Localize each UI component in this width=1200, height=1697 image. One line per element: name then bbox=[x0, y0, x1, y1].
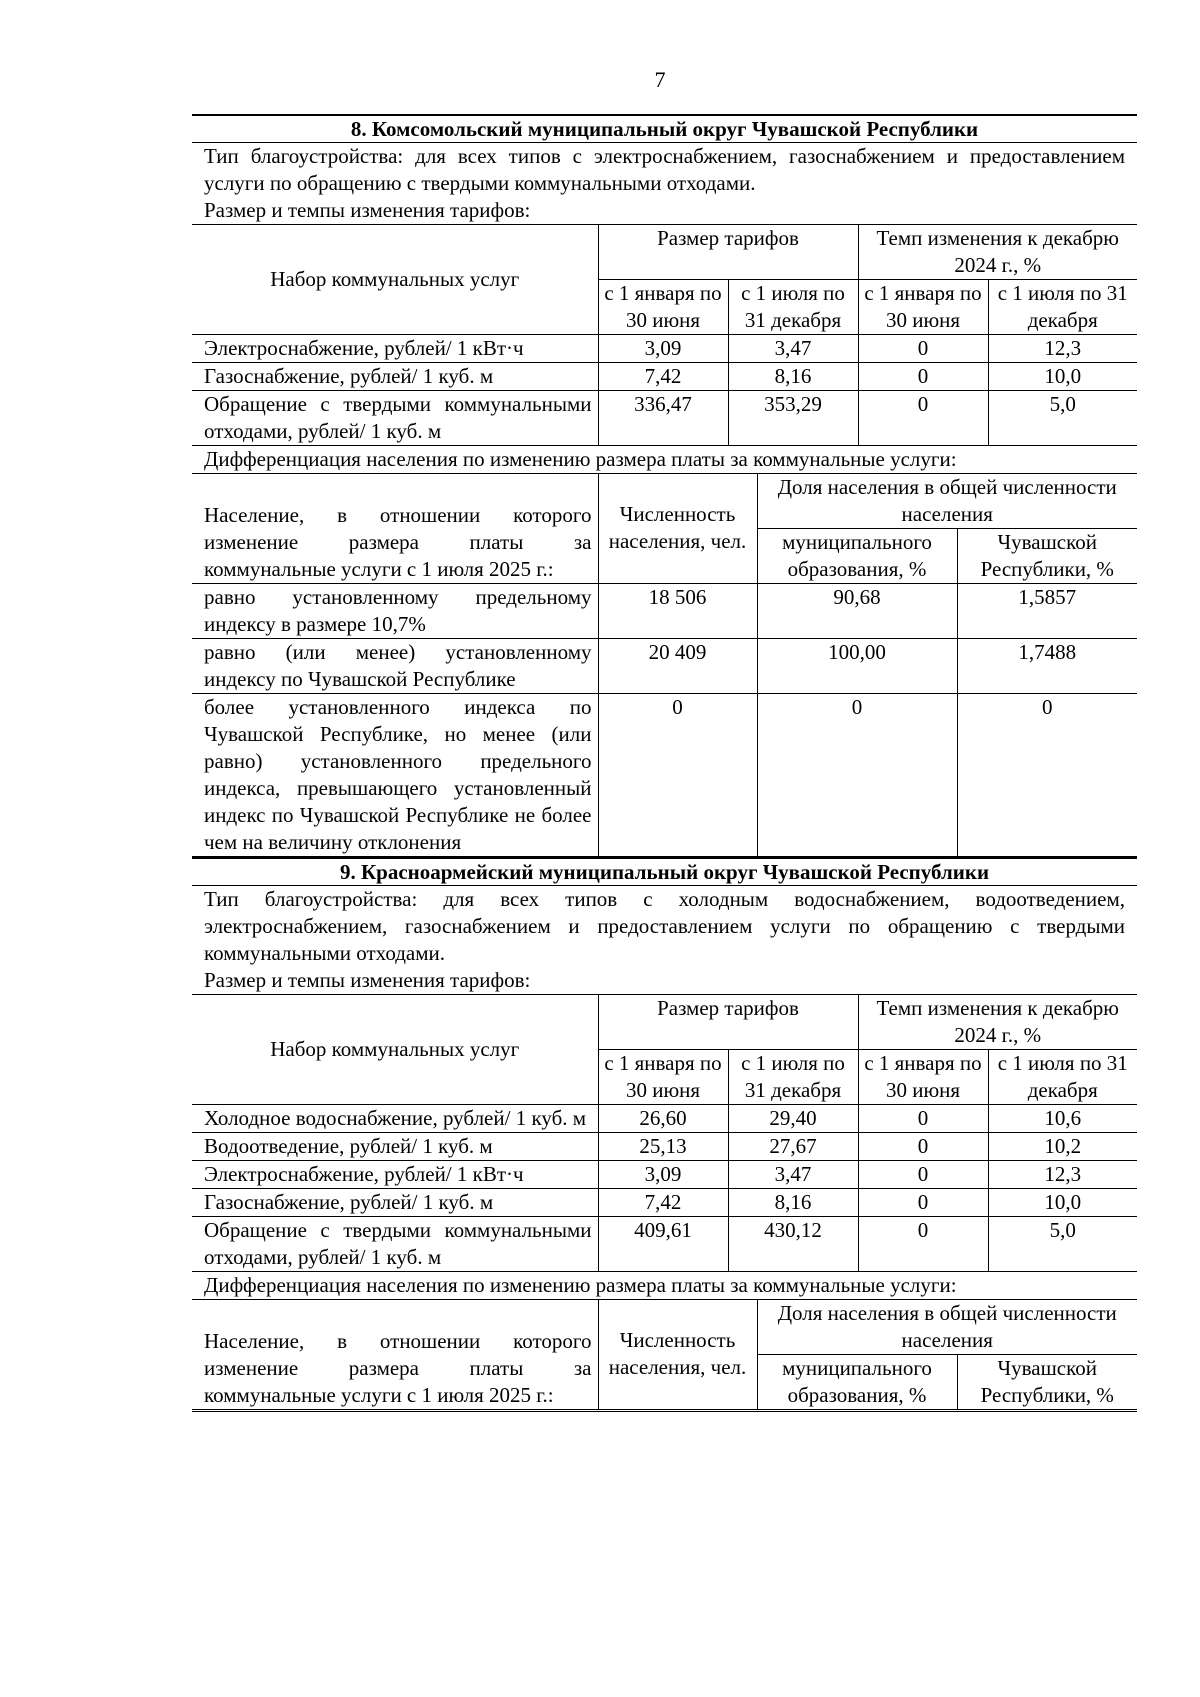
section-heading: 9. Красноармейский муниципальный округ Чувашской Республики bbox=[192, 857, 1137, 886]
tariff-value: 8,16 bbox=[728, 1189, 858, 1217]
table-row bbox=[192, 1161, 1137, 1189]
rate-value: 0 bbox=[858, 1161, 988, 1189]
header-population: Население, в отношении которого изменение размера платы за коммунальные услуги с 1 июля 2025 г.: bbox=[192, 1300, 598, 1411]
service-name: Газоснабжение, рублей/ 1 куб. м bbox=[192, 363, 598, 391]
tariff-value: 7,42 bbox=[598, 1189, 728, 1217]
header-period: с 1 января по 30 июня bbox=[858, 1050, 988, 1105]
tariff-value: 353,29 bbox=[728, 391, 858, 446]
tariff-table bbox=[192, 224, 1137, 446]
header-period: с 1 января по 30 июня bbox=[598, 280, 728, 335]
municipal-share: 90,68 bbox=[757, 584, 957, 639]
header-services: Набор коммунальных услуг bbox=[192, 995, 598, 1105]
header-population-count: Численность населения, чел. bbox=[598, 474, 757, 584]
tariff-value: 3,09 bbox=[598, 1161, 728, 1189]
header-period: с 1 июля по 31 декабря bbox=[728, 1050, 858, 1105]
population-group: равно (или менее) установленному индексу по Чувашской Республике bbox=[192, 639, 598, 694]
header-period: с 1 июля по 31 декабря bbox=[988, 1050, 1137, 1105]
improvement-type-text: Тип благоустройства: для всех типов с электроснабжением, газоснабжением и предоставлением услуги по обращению с твердыми коммунальными отходами. bbox=[204, 144, 1125, 195]
rate-value: 0 bbox=[858, 1217, 988, 1272]
header-population-count: Численность населения, чел. bbox=[598, 1300, 757, 1411]
table-row bbox=[192, 1105, 1137, 1133]
population-count: 20 409 bbox=[598, 639, 757, 694]
improvement-type-text: Тип благоустройства: для всех типов с холодным водоснабжением, водоотведением, электроснабжением, газоснабжением и предоставлением услуги по обращению с твердыми коммунальными отходами. bbox=[204, 887, 1125, 965]
rate-value: 0 bbox=[858, 1105, 988, 1133]
republic-share: 0 bbox=[957, 694, 1137, 857]
document-body bbox=[192, 114, 1137, 1412]
tariff-value: 8,16 bbox=[728, 363, 858, 391]
header-period: с 1 июля по 31 декабря bbox=[988, 280, 1137, 335]
tariff-value: 7,42 bbox=[598, 363, 728, 391]
population-count: 18 506 bbox=[598, 584, 757, 639]
header-tariff-size: Размер тарифов bbox=[598, 225, 858, 280]
tariff-table bbox=[192, 994, 1137, 1272]
rate-value: 0 bbox=[858, 363, 988, 391]
header-municipal-share: муниципального образования, % bbox=[757, 1355, 957, 1411]
table-row bbox=[192, 1133, 1137, 1161]
service-name: Обращение с твердыми коммунальными отходами, рублей/ 1 куб. м bbox=[192, 391, 598, 446]
section-heading: 8. Комсомольский муниципальный округ Чувашской Республики bbox=[192, 114, 1137, 143]
municipal-share: 0 bbox=[757, 694, 957, 857]
header-period: с 1 января по 30 июня bbox=[598, 1050, 728, 1105]
service-name: Электроснабжение, рублей/ 1 кВт·ч bbox=[192, 335, 598, 363]
header-population: Население, в отношении которого изменение размера платы за коммунальные услуги с 1 июля 2025 г.: bbox=[192, 474, 598, 584]
table-row bbox=[192, 363, 1137, 391]
tariff-value: 26,60 bbox=[598, 1105, 728, 1133]
rate-value: 5,0 bbox=[988, 391, 1137, 446]
header-republic-share: Чувашской Республики, % bbox=[957, 529, 1137, 584]
republic-share: 1,7488 bbox=[957, 639, 1137, 694]
tariff-value: 409,61 bbox=[598, 1217, 728, 1272]
tariff-value: 27,67 bbox=[728, 1133, 858, 1161]
population-group: равно установленному предельному индексу в размере 10,7% bbox=[192, 584, 598, 639]
tariff-value: 336,47 bbox=[598, 391, 728, 446]
table-row bbox=[192, 694, 1137, 857]
population-group: более установленного индекса по Чувашской Республике, но менее (или равно) установленного предельного индекса, превышающего установленный индекс по Чувашской Республике не более чем на величину отклонения bbox=[192, 694, 598, 857]
service-name: Водоотведение, рублей/ 1 куб. м bbox=[192, 1133, 598, 1161]
differentiation-table bbox=[192, 473, 1137, 857]
table-row bbox=[192, 584, 1137, 639]
table-row bbox=[192, 391, 1137, 446]
rate-value: 10,0 bbox=[988, 1189, 1137, 1217]
tariff-value: 430,12 bbox=[728, 1217, 858, 1272]
table-row bbox=[192, 1217, 1137, 1272]
tariff-value: 3,47 bbox=[728, 335, 858, 363]
republic-share: 1,5857 bbox=[957, 584, 1137, 639]
rate-value: 5,0 bbox=[988, 1217, 1137, 1272]
header-change-rate: Темп изменения к декабрю 2024 г., % bbox=[858, 225, 1137, 280]
population-count: 0 bbox=[598, 694, 757, 857]
table-row bbox=[192, 1189, 1137, 1217]
rate-value: 12,3 bbox=[988, 335, 1137, 363]
rate-value: 12,3 bbox=[988, 1161, 1137, 1189]
table-row bbox=[192, 335, 1137, 363]
table-row bbox=[192, 639, 1137, 694]
rate-value: 10,0 bbox=[988, 363, 1137, 391]
differentiation-table bbox=[192, 1299, 1137, 1412]
tariff-table-label: Размер и темпы изменения тарифов: bbox=[204, 968, 531, 992]
differentiation-label: Дифференциация населения по изменению размера платы за коммунальные услуги: bbox=[204, 1273, 957, 1297]
tariff-value: 3,09 bbox=[598, 335, 728, 363]
rate-value: 0 bbox=[858, 1133, 988, 1161]
header-municipal-share: муниципального образования, % bbox=[757, 529, 957, 584]
header-tariff-size: Размер тарифов bbox=[598, 995, 858, 1050]
tariff-value: 29,40 bbox=[728, 1105, 858, 1133]
service-name: Холодное водоснабжение, рублей/ 1 куб. м bbox=[192, 1105, 598, 1133]
rate-value: 0 bbox=[858, 335, 988, 363]
rate-value: 0 bbox=[858, 1189, 988, 1217]
differentiation-label: Дифференциация населения по изменению размера платы за коммунальные услуги: bbox=[204, 447, 957, 471]
header-population-share: Доля населения в общей численности населения bbox=[757, 1300, 1137, 1355]
page-number: 7 bbox=[654, 67, 666, 92]
rate-value: 10,6 bbox=[988, 1105, 1137, 1133]
service-name: Обращение с твердыми коммунальными отходами, рублей/ 1 куб. м bbox=[192, 1217, 598, 1272]
municipal-share: 100,00 bbox=[757, 639, 957, 694]
rate-value: 10,2 bbox=[988, 1133, 1137, 1161]
header-population-share: Доля населения в общей численности населения bbox=[757, 474, 1137, 529]
header-services: Набор коммунальных услуг bbox=[192, 225, 598, 335]
header-republic-share: Чувашской Республики, % bbox=[957, 1355, 1137, 1411]
header-period: с 1 января по 30 июня bbox=[858, 280, 988, 335]
header-change-rate: Темп изменения к декабрю 2024 г., % bbox=[858, 995, 1137, 1050]
header-period: с 1 июля по 31 декабря bbox=[728, 280, 858, 335]
rate-value: 0 bbox=[858, 391, 988, 446]
service-name: Электроснабжение, рублей/ 1 кВт·ч bbox=[192, 1161, 598, 1189]
tariff-value: 3,47 bbox=[728, 1161, 858, 1189]
tariff-value: 25,13 bbox=[598, 1133, 728, 1161]
tariff-table-label: Размер и темпы изменения тарифов: bbox=[204, 198, 531, 222]
service-name: Газоснабжение, рублей/ 1 куб. м bbox=[192, 1189, 598, 1217]
